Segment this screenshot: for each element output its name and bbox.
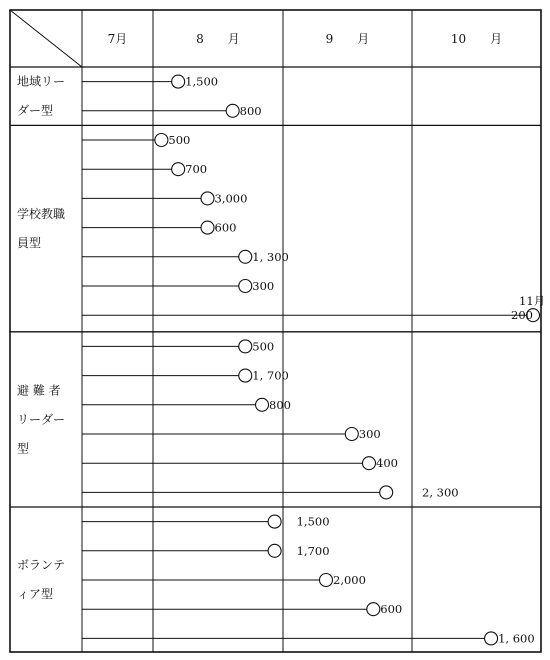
group-name-line: 学校教職 (17, 207, 66, 222)
end-marker-circle (380, 486, 393, 499)
bar-value-label: 500 (252, 339, 275, 354)
bar-value-label: 3,000 (214, 191, 248, 206)
end-marker-circle (485, 632, 498, 645)
bar-value-label: 1,700 (296, 543, 330, 558)
month-header-aug: 8 月 (196, 32, 240, 46)
bar-value-label: 1,500 (185, 74, 219, 89)
group-name-line: 型 (17, 441, 30, 456)
end-marker-circle (239, 369, 252, 382)
bar-value-label: 600 (214, 220, 237, 235)
end-marker-circle (172, 75, 185, 88)
bar-value-label: 2, 300 (422, 485, 459, 500)
end-marker-circle (268, 515, 281, 528)
header-diagonal-line (10, 10, 82, 67)
bar-value-label: 700 (185, 162, 208, 177)
month-header-oct: 10 月 (450, 32, 503, 46)
bar-value-label: 500 (168, 133, 191, 147)
bar-value-label: 1, 300 (252, 249, 289, 264)
group-name-line: 避 難 者 (17, 383, 61, 398)
end-marker-circle (201, 221, 214, 234)
bar-value-label: 2,000 (333, 573, 366, 587)
end-marker-circle (201, 192, 214, 205)
bar-note-label: 11月 (519, 294, 546, 309)
bar-value-label: 1, 600 (498, 631, 535, 646)
group-name-line: リーダー (17, 412, 66, 427)
end-marker-circle (256, 398, 269, 411)
month-header-sep: 9 月 (325, 32, 370, 46)
group-name-line: ィア型 (17, 587, 54, 601)
end-marker-circle (367, 603, 380, 616)
group-name-line: ボランテ (17, 558, 66, 572)
bar-value-label: 800 (269, 397, 291, 412)
bar-value-label: 300 (252, 279, 275, 293)
month-header-jul: 7月 (107, 32, 128, 46)
end-marker-circle (155, 134, 168, 147)
group-name-line: 地域リー (17, 74, 66, 89)
bar-value-label: 1, 700 (252, 368, 289, 383)
end-marker-circle (239, 250, 252, 263)
end-marker-circle (320, 574, 333, 587)
end-marker-circle (239, 280, 252, 293)
bar-value-label: 800 (239, 103, 262, 118)
end-marker-circle (268, 544, 281, 557)
end-marker-circle (239, 340, 252, 353)
group-name-line: 員型 (17, 236, 42, 251)
end-marker-circle (172, 163, 185, 176)
bar-value-label: 600 (380, 602, 403, 617)
bar-value-label: 300 (358, 427, 381, 441)
end-marker-circle (345, 428, 358, 441)
end-marker-circle (363, 457, 376, 470)
group-name-line: ダー型 (17, 103, 54, 118)
bar-value-label: 1,500 (296, 514, 330, 529)
bar-value-label: 200 (511, 308, 533, 323)
bar-value-label: 400 (376, 456, 398, 471)
end-marker-circle (226, 104, 239, 117)
